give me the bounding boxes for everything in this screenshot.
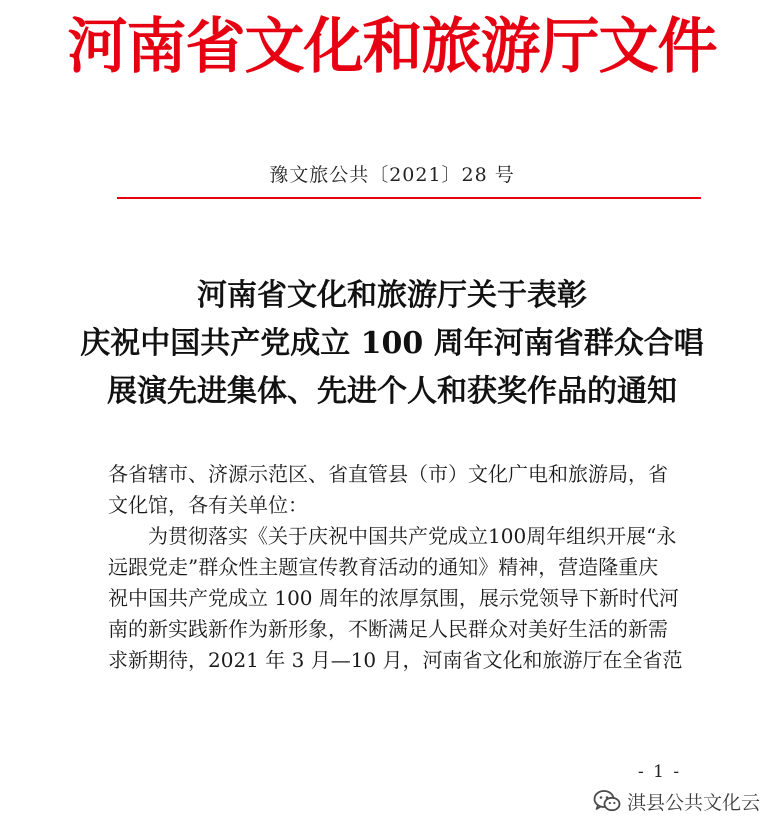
- wechat-watermark: [593, 786, 760, 816]
- wechat-icon: [593, 789, 621, 813]
- document-header-title: 河南省文化和旅游厅文件: [67, 12, 717, 82]
- watermark-text: 淇县公共文化云: [627, 791, 761, 814]
- body-line: 南的新实践新作为新形象，不断满足人民群众对美好生活的新需: [108, 617, 668, 641]
- red-divider-line: [117, 197, 701, 199]
- body-line: 求新期待，2021 年 3 月—10 月，河南省文化和旅游厅在全省范: [108, 648, 683, 672]
- body-line: 各省辖市、济源示范区、省直管县（市）文化广电和旅游局，省: [108, 462, 668, 486]
- body-line: 远跟党走”群众性主题宣传教育活动的通知》精神，营造隆重庆: [108, 555, 659, 579]
- notice-title-line: 展演先进集体、先进个人和获奖作品的通知: [107, 374, 677, 409]
- notice-title-line: 庆祝中国共产党成立 100 周年河南省群众合唱: [80, 326, 704, 361]
- notice-title-line: 河南省文化和旅游厅关于表彰: [197, 278, 587, 313]
- page-number: - 1 -: [638, 762, 682, 782]
- body-line: 祝中国共产党成立 100 周年的浓厚氛围，展示党领导下新时代河: [108, 586, 679, 610]
- notice-title: [0, 272, 784, 416]
- body-line: 为贯彻落实《关于庆祝中国共产党成立100周年组织开展“永: [108, 524, 677, 548]
- body-text: [108, 459, 683, 676]
- body-line: 文化馆，各有关单位：: [108, 493, 308, 517]
- document-number: 豫文旅公共〔2021〕28 号: [269, 164, 515, 186]
